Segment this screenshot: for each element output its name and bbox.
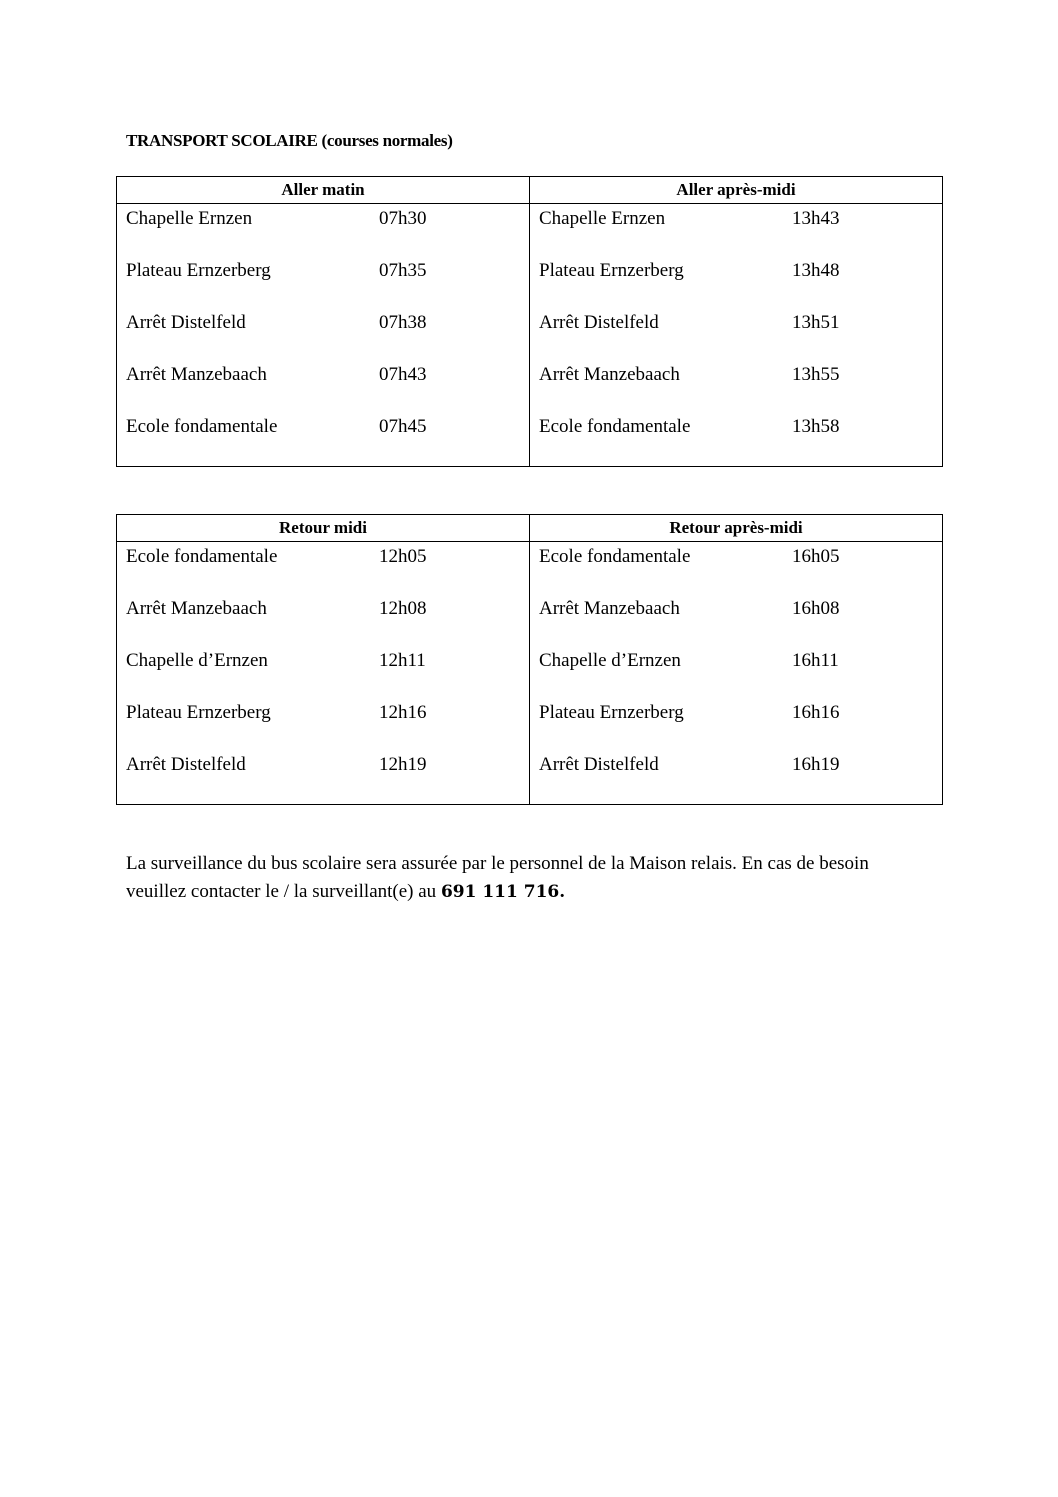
column-header: Retour après-midi [530,515,943,542]
stop-time: 13h51 [792,312,840,333]
stop-time: 16h05 [792,546,840,567]
stop-name: Arrêt Manzebaach [126,364,267,385]
stop-time: 12h11 [379,650,426,671]
phone-number: 691 111 716. [440,882,566,902]
stop-name: Ecole fondamentale [126,546,278,567]
stop-time: 07h35 [379,260,427,281]
stop-row [126,258,529,310]
stop-row [539,258,942,310]
stop-name: Chapelle Ernzen [126,208,253,229]
stop-name: Arrêt Manzebaach [126,598,267,619]
stop-time: 12h05 [379,546,427,567]
stop-name: Plateau Ernzerberg [126,260,271,281]
stop-name: Plateau Ernzerberg [539,260,684,281]
stop-row [539,752,942,804]
stop-row [126,206,529,258]
stop-time: 12h16 [379,702,427,723]
stop-time: 13h43 [792,208,840,229]
stop-name: Chapelle Ernzen [539,208,666,229]
note-text: La surveillance du bus scolaire sera assurée par le personnel de la Maison relais. En cas de besoin veuillez contacter le / la surveillant(e) au [126,853,869,902]
stop-row [126,648,529,700]
stop-time: 16h19 [792,754,840,775]
document-title: TRANSPORT SCOLAIRE (courses normales) [126,131,453,150]
stop-time: 16h08 [792,598,840,619]
supervision-note [126,850,926,906]
stop-row [539,648,942,700]
stop-row [539,700,942,752]
stop-time: 07h45 [379,416,427,437]
column-header: Aller matin [117,177,530,204]
stop-name: Arrêt Manzebaach [539,598,680,619]
schedule-column-aller-matin [117,204,530,467]
stop-time: 12h08 [379,598,427,619]
stop-row [539,414,942,466]
stop-time: 13h48 [792,260,840,281]
stop-row [126,362,529,414]
schedule-column-retour-apres-midi [530,542,943,805]
stop-name: Arrêt Distelfeld [126,754,246,775]
stop-row [539,206,942,258]
stop-name: Ecole fondamentale [126,416,278,437]
stop-time: 07h43 [379,364,427,385]
stop-time: 12h19 [379,754,427,775]
stop-name: Chapelle d’Ernzen [539,650,681,671]
column-header: Retour midi [117,515,530,542]
stop-row [126,596,529,648]
stop-time: 13h58 [792,416,840,437]
stop-row [539,310,942,362]
stop-name: Arrêt Distelfeld [539,754,659,775]
stop-name: Ecole fondamentale [539,546,691,567]
schedule-table-aller [116,176,943,467]
stop-name: Arrêt Distelfeld [126,312,246,333]
stop-time: 07h38 [379,312,427,333]
stop-row [539,596,942,648]
stop-time: 07h30 [379,208,427,229]
stop-name: Plateau Ernzerberg [539,702,684,723]
stop-row [126,310,529,362]
stop-row [126,752,529,804]
stop-time: 16h11 [792,650,839,671]
stop-name: Plateau Ernzerberg [126,702,271,723]
stop-name: Chapelle d’Ernzen [126,650,268,671]
stop-row [539,544,942,596]
stop-row [126,414,529,466]
schedule-column-aller-apres-midi [530,204,943,467]
stop-time: 13h55 [792,364,840,385]
schedule-table-retour [116,514,943,805]
stop-row [126,700,529,752]
stop-name: Arrêt Distelfeld [539,312,659,333]
column-header: Aller après-midi [530,177,943,204]
stop-row [126,544,529,596]
stop-name: Ecole fondamentale [539,416,691,437]
stop-time: 16h16 [792,702,840,723]
schedule-column-retour-midi [117,542,530,805]
stop-name: Arrêt Manzebaach [539,364,680,385]
stop-row [539,362,942,414]
